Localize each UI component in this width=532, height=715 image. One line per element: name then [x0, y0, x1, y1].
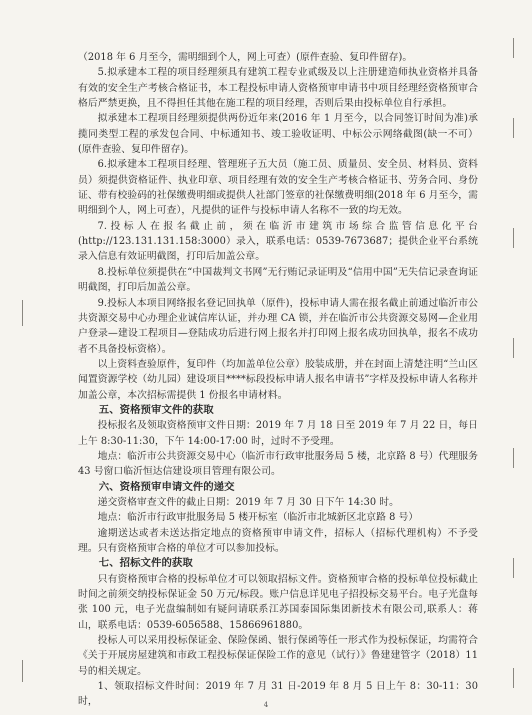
paragraph: 8.投标单位须提供在“中国裁判文书网”无行贿记录证明及“信用中国”无失信记录查询证明截图，打印后加盖公章。 — [78, 266, 478, 294]
paragraph: 5.拟承建本工程的项目经理须具有建筑工程专业贰级及以上注册建造师执业资格并具备有效的安全生产考核合格证书，本工程投标申请人资格预审申请书中项目经理经资格预审合格后严禁更换，且不得担任其他在施工程的项目经理，否则后果由投标单位自行承担。 — [78, 67, 478, 110]
paragraph: 7.投标人在报名截止前，须在临沂市建筑市场综合监管信息化平台(http://123.131.131.158:3000）录入，联系电话：0539-7673687；提供企业平台系统录入信息有效证明截图，打印后加盖公章。 — [78, 220, 478, 263]
paragraph: 投标报名及领取资格预审文件日期：2019 年 7 月 18 日至 2019 年 7 月 22 日，每日上午 8:30-11:30，下午 14:00-17:00 时，过时不予受理。 — [78, 420, 478, 447]
right-binding-edge — [513, 338, 514, 358]
paragraph: 地点：临沂市公共资源交易中心（临沂市行政审批服务局 5 楼，北京路 8 号）代理服务 43 号窗口临沂恒达信建设项目管理有限公司。 — [78, 450, 478, 478]
paragraph: 拟承建本工程项目经理须提供两份近年来(2016 年 1 月至今，以合同签订时间为准)承揽同类型工程的承发包合同、中标通知书、竣工验收证明、中标公示网络截图(缺一不可）(原件查验、复印件留存)。 — [78, 113, 478, 156]
right-binding-edge — [513, 668, 514, 688]
section-heading: 五、资格预审文件的获取 — [98, 403, 214, 416]
right-binding-edge — [513, 38, 514, 58]
body-text — [78, 50, 478, 710]
paragraph: 只有资格预审合格的投标单位才可以领取招标文件。资格预审合格的投标单位投标截止时间之前须交纳投标保证金 50 万元/标段。账户信息详见电子招投标交易平台。电子光盘每张 100 元，电子光盘编制如有疑问请联系江苏国泰国际集团新技术有限公司,联系人：蒋山，联系电话：0539-6056588、15866961880。 — [78, 573, 478, 631]
right-binding-edge — [513, 118, 514, 138]
right-binding-edge — [513, 448, 514, 468]
section-heading: 七、招标文件的获取 — [98, 557, 193, 570]
paragraph: 9.投标人本项目网络报名登记回执单（原件)，投标申请人需在报名截止前通过临沂市公共资源交易中心办理企业诚信库认证，并办理 CA 锁，并在临沂市公共资源交易网—企业用户登录—建设工程项目—登陆成功后进行网上报名并打印网上报名成功回执单，报名不成功者不具备投标资格）。 — [78, 297, 478, 355]
paragraph: 地点：临沂市行政审批服务局 5 楼开标室（临沂市北城新区北京路 8 号） — [97, 512, 419, 524]
paragraph: 逾期送达或者未送达指定地点的资格预审申请文件，招标人（招标代理机构）不予受理。只有资格预审合格的单位才可以参加投标。 — [78, 527, 478, 554]
right-binding-edge — [513, 558, 514, 578]
paragraph: （2018 年 6 月至今，需明细到个人，网上可查）(原件查验、复印件留存)。 — [78, 52, 413, 63]
left-binding-edge — [22, 660, 23, 682]
paragraph: 投标人可以采用投标保证金、保险保函、银行保函等任一形式作为投标保证，均需符合《关于开展房屋建筑和市政工程投标保证保险工作的意见（试行）》鲁建建管字（2018）11 号的相关规定。 — [78, 635, 478, 677]
paragraph: 6.拟承建本工程项目经理、管理班子五大员（施工员、质量员、安全员、材料员、资料员）须提供资格证件、执业印章、项目经理有效的安全生产考核合格证书、劳务合同、身份证、带有校验码的社保缴费明细或提供人社部门签章的社保缴费明细(2018 年 6 月至今，需明细到个人，网上可查），凡提供的证件与投标申请人名称不一致的均无效。 — [78, 159, 478, 217]
section-heading: 六、资格预审申请文件的递交 — [98, 480, 235, 493]
page-number: 4 — [263, 701, 269, 709]
paragraph: 1、领取招标文件时间：2019 年 7 月 31 日-2019 年 8 月 5 日上午 8：30-11：30 时， — [78, 681, 478, 708]
paragraph: 递交资格审查文件的截止日期：2019 年 7 月 30 日下午 14:30 时。 — [97, 496, 399, 508]
left-binding-edge — [22, 300, 23, 326]
paragraph: 以上资料查验原件，复印件（均加盖单位公章）胶装成册，并在封面上清楚注明“兰山区闻置资源学校（幼儿园）建设项目****标段投标申请人报名申请书”字样及投标申请人名称并加盖公章，本次招标需提供 1 份报名申请材料。 — [78, 358, 478, 401]
right-binding-edge — [513, 228, 514, 248]
